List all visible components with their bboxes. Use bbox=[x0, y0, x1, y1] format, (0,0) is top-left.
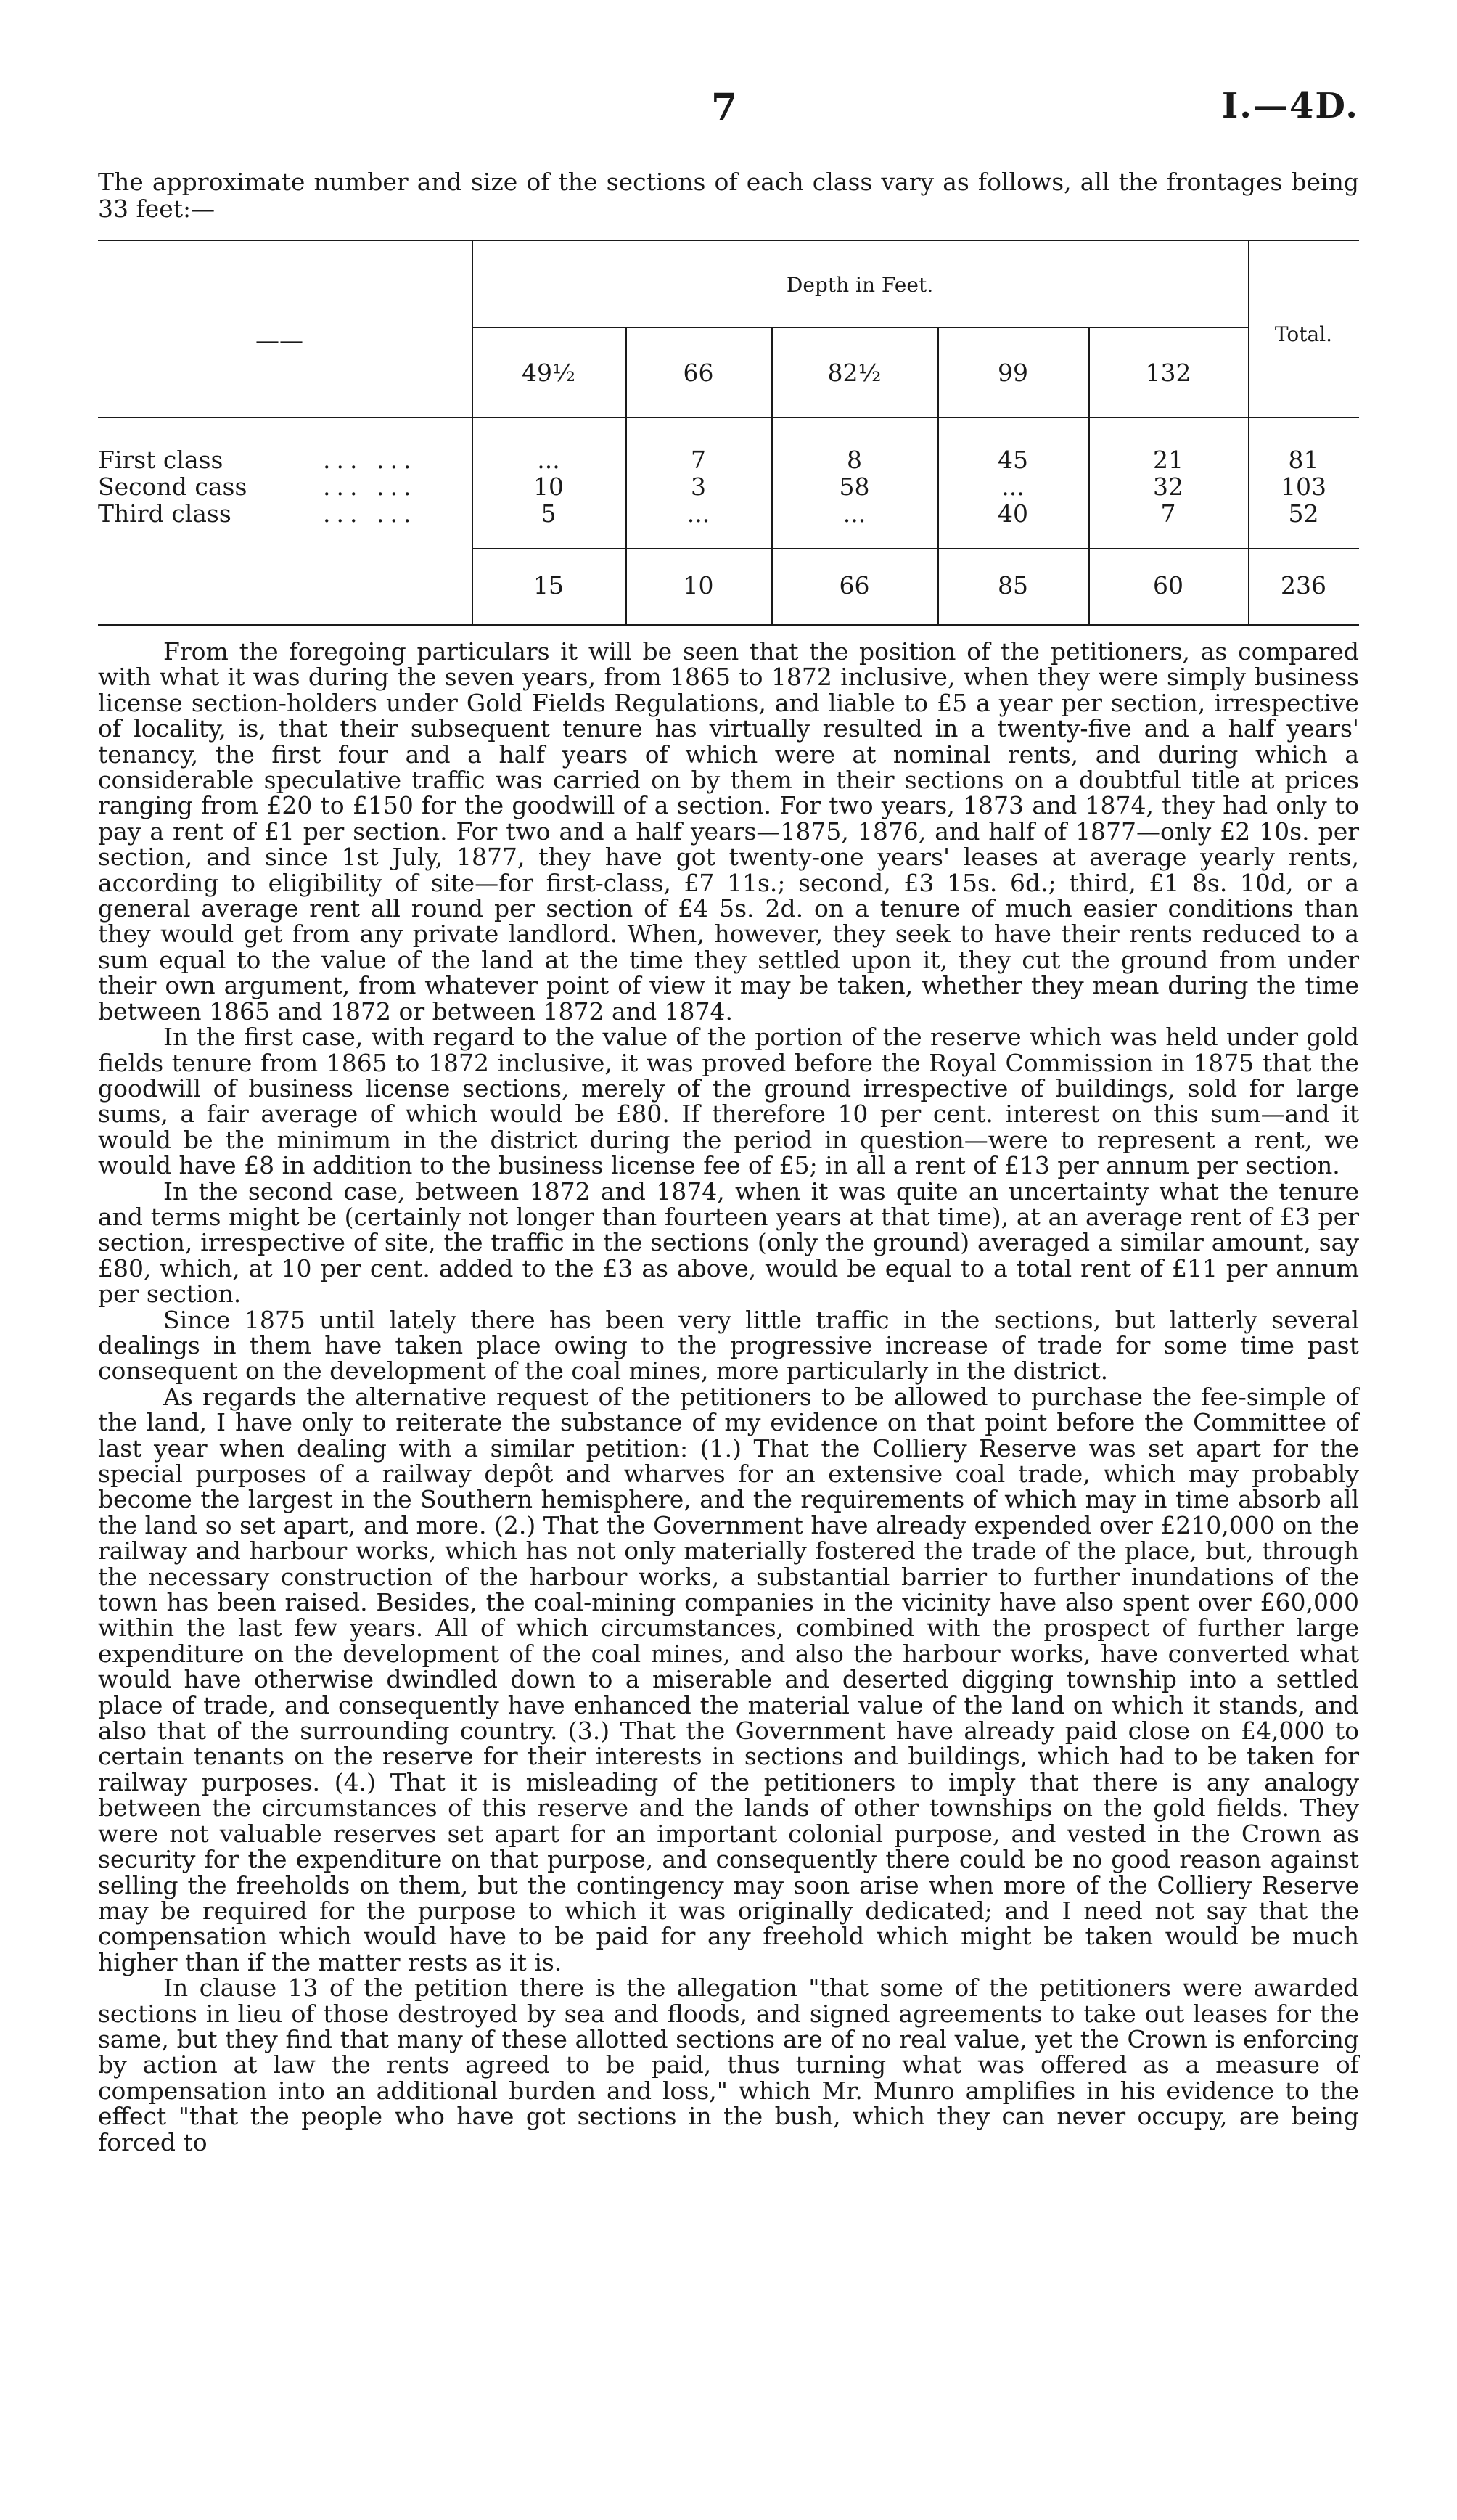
table-cell: 45 bbox=[998, 446, 1028, 474]
leader-dots: ... ... bbox=[323, 472, 417, 501]
table-cell: 7 bbox=[1160, 499, 1176, 528]
row-total: 81 bbox=[1288, 446, 1319, 474]
paragraph: In the second case, between 1872 and 1874, when it was quite an uncertainty what the tenure and terms might be (certainly not longer than fourteen years at that time), at an average rent of £3 per section, irrespective of site, the traffic in the sections (only the ground) averaged a similar amount, say £80, which, at 10 per cent. added to the £3 as above, would be equal to a total rent of £11 per annum per section. bbox=[98, 1177, 1359, 1309]
intro-text: The approximate number and size of the sections of each class vary as follows, all the frontages being 33 feet:— bbox=[98, 168, 1359, 223]
column-total: 10 bbox=[683, 571, 714, 600]
paragraph: In the first case, with regard to the value of the portion of the reserve which was held under gold fields tenure from 1865 to 1872 inclusive, it was proved before the Royal Commission in 1875 that the goodwill of business license sections, merely of the ground irrespective of buildings, sold for large sums, a fair average of which would be £80. If therefore 10 per cent. interest on this sum—and it would be the minimum in the district during the period in question—were to represent a rent, we would have £8 in addition to the business license fee of £5; in all a rent of £13 per annum per section. bbox=[98, 1023, 1359, 1180]
row-total: 52 bbox=[1288, 499, 1319, 528]
leader-dots: ... ... bbox=[323, 446, 417, 474]
table-cell: ... bbox=[537, 446, 560, 474]
column-total: 85 bbox=[998, 571, 1028, 600]
depth-subheader-rule bbox=[472, 327, 1248, 328]
body-text bbox=[98, 639, 1359, 2155]
depth-col-header: 49½ bbox=[522, 359, 575, 387]
row-label-text: First class bbox=[98, 446, 223, 474]
row-label bbox=[98, 473, 475, 500]
total-header: Total. bbox=[1274, 322, 1333, 346]
column-rule bbox=[1248, 240, 1249, 624]
row-label-text: Second cass bbox=[98, 472, 247, 501]
column-total: 66 bbox=[839, 571, 870, 600]
paragraph: As regards the alternative request of the petitioners to be allowed to purchase the fee-simple of the land, I have only to reiterate the substance of my evidence on that point before the Committee of last year when dealing with a similar petition: (1.) That the Colliery Reserve was set apart for the special purposes of a railway depôt and wharves for an extensive coal trade, which may probably become the largest in the Southern hemisphere, and the requirements of which may in time absorb all the land so set apart, and more. (2.) That the Government have already expended over £210,000 on the railway and harbour works, which has not only materially fostered the trade of the place, but, through the necessary construction of the harbour works, a substantial barrier to further inundations of the town has been raised. Besides, the coal-mining companies in the vicinity have also spent over £60,000 within the last few years. All of which circumstances, combined with the prospect of further large expenditure on the development of the coal mines, and also the harbour works, have converted what would have otherwise dwindled down to a miserable and deserted digging township into a settled place of trade, and consequently have enhanced the material value of the land on which it stands, and also that of the surrounding country. (3.) That the Government have already paid close on £4,000 to certain tenants on the reserve for their interests in sections and buildings, which had to be taken for railway purposes. (4.) That it is misleading of the petitioners to imply that there is any analogy between the circumstances of this reserve and the lands of other townships on the gold fields. They were not valuable reserves set apart for an important colonial purpose, and vested in the Crown as security for the expenditure on that purpose, and consequently there could be no good reason against selling the freeholds on them, but the contingency may soon arise when more of the Colliery Reserve may be required for the purpose to which it was originally dedicated; and I need not say that the compensation which would have to be paid for any freehold which might be taken would be much higher than if the matter rests as it is. bbox=[98, 1382, 1359, 1976]
header-bottom-rule bbox=[98, 417, 1359, 418]
row-label bbox=[98, 500, 475, 527]
table-cell: 8 bbox=[847, 446, 862, 474]
column-total: 60 bbox=[1153, 571, 1183, 600]
table-cell: ... bbox=[686, 499, 710, 528]
table-bottom-rule bbox=[98, 624, 1359, 626]
table-cell: 40 bbox=[998, 499, 1028, 528]
depth-col-header: 66 bbox=[683, 359, 714, 387]
column-total: 15 bbox=[533, 571, 564, 600]
table-cell: 5 bbox=[541, 499, 557, 528]
depth-col-header: 99 bbox=[998, 359, 1028, 387]
table-top-rule bbox=[98, 240, 1359, 241]
table-cell: 10 bbox=[533, 472, 564, 501]
row-label bbox=[98, 446, 475, 473]
table-cell: 7 bbox=[691, 446, 706, 474]
table-cell: 21 bbox=[1153, 446, 1183, 474]
paragraph: Since 1875 until lately there has been very little traffic in the sections, but latterly several dealings in them have taken place owing to the progressive increase of trade for some time past consequent on the development of the coal mines, more particularly in the district. bbox=[98, 1305, 1359, 1386]
table-cell: 3 bbox=[691, 472, 706, 501]
document-reference: I.—4D. bbox=[1221, 86, 1359, 126]
table-cell: ... bbox=[1001, 472, 1025, 501]
row-total: 103 bbox=[1281, 472, 1326, 501]
table-cell: 32 bbox=[1153, 472, 1183, 501]
blank-header: —— bbox=[255, 326, 303, 354]
depth-header: Depth in Feet. bbox=[786, 273, 934, 297]
paragraph: In clause 13 of the petition there is the allegation "that some of the petitioners were awarded sections in lieu of those destroyed by sea and floods, and signed agreements to take out leases for the same, but they find that many of these allotted sections are of no real value, yet the Crown is enforcing by action at law the rents agreed to be paid, thus turning what was offered as a measure of compensation into an additional burden and loss," which Mr. Munro amplifies in his evidence to the effect "that the people who have got sections in the bush, which they can never occupy, are being forced to bbox=[98, 1973, 1359, 2156]
sections-table bbox=[98, 240, 1359, 631]
depth-col-header: 132 bbox=[1145, 359, 1191, 387]
table-cell: ... bbox=[842, 499, 866, 528]
row-label-text: Third class bbox=[98, 499, 231, 528]
totals-top-rule bbox=[472, 548, 1359, 549]
page-header bbox=[0, 86, 1457, 136]
depth-col-header: 82½ bbox=[827, 359, 882, 387]
paragraph: From the foregoing particulars it will be seen that the position of the petitioners, as compared with what it was during the seven years, from 1865 to 1872 inclusive, when they were simply business license section-holders under Gold Fields Regulations, and liable to £5 a year per section, irrespective of locality, is, that their subsequent tenure has virtually resulted in a twenty-five and a half years' tenancy, the first four and a half years of which were at nominal rents, and during which a considerable speculative traffic was carried on by them in their sections on a doubtful title at prices ranging from £20 to £150 for the goodwill of a section. For two years, 1873 and 1874, they had only to pay a rent of £1 per section. For two and a half years—1875, 1876, and half of 1877—only £2 10s. per section, and since 1st July, 1877, they have got twenty-one years' leases at average yearly rents, according to eligibility of site—for first-class, £7 11s.; second, £3 15s. 6d.; third, £1 8s. 10d, or a general average rent all round per section of £4 5s. 2d. on a tenure of much easier conditions than they would get from any private landlord. When, however, they seek to have their rents reduced to a sum equal to the value of the land at the time they settled upon it, they cut the ground from under their own argument, from whatever point of view it may be taken, whether they mean during the time between 1865 and 1872 or between 1872 and 1874. bbox=[98, 637, 1359, 1026]
leader-dots: ... ... bbox=[323, 499, 417, 528]
table-cell: 58 bbox=[839, 472, 870, 501]
page-number: 7 bbox=[711, 86, 738, 130]
grand-total: 236 bbox=[1281, 571, 1326, 600]
